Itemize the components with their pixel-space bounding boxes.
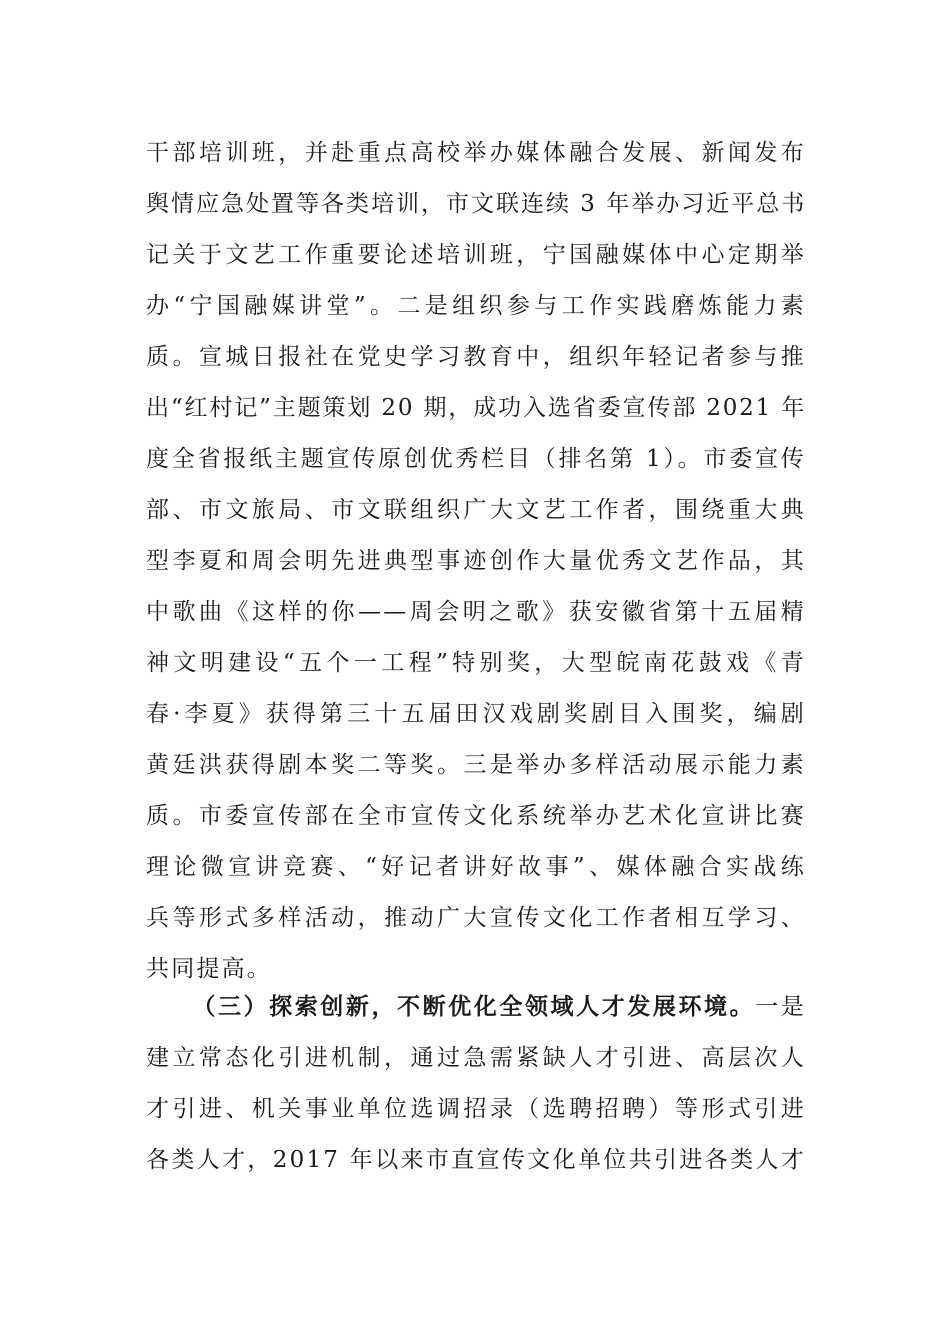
text-line: 黄廷洪获得剧本奖二等奖。三是举办多样活动展示能力素 xyxy=(146,752,806,778)
text-line: 神文明建设“五个一工程”特别奖，大型皖南花鼓戏《青 xyxy=(146,650,806,676)
text-line: 记关于文艺工作重要论述培训班，宁国融媒体中心定期举 xyxy=(146,242,806,268)
text-line: 舆情应急处置等各类培训，市文联连续 3 年举办习近平总书 xyxy=(146,191,807,217)
paragraph-talent-training xyxy=(146,128,806,995)
text-line: 理论微宣讲竞赛、“好记者讲好故事”、媒体融合实战练 xyxy=(146,854,806,880)
section-heading: （三）探索创新，不断优化全领域人才发展环境。 xyxy=(192,994,756,1020)
text-line: 出“红村记”主题策划 20 期，成功入选省委宣传部 2021 年 xyxy=(146,395,806,421)
text-line: 型李夏和周会明先进典型事迹创作大量优秀文艺作品，其 xyxy=(146,548,806,574)
text-line: 春·李夏》获得第三十五届田汉戏剧奖剧目入围奖，编剧 xyxy=(146,701,806,727)
text-line: 干部培训班，并赴重点高校举办媒体融合发展、新闻发布 xyxy=(146,140,806,166)
text-line: 共同提高。 xyxy=(146,956,272,982)
text-line: 中歌曲《这样的你——周会明之歌》获安徽省第十五届精 xyxy=(146,599,806,625)
text-line: 度全省报纸主题宣传原创优秀栏目（排名第 1）。市委宣传 xyxy=(146,446,806,472)
text-line: 质。市委宣传部在全市宣传文化系统举办艺术化宣讲比赛 xyxy=(146,803,806,829)
text-line: 质。宣城日报社在党史学习教育中，组织年轻记者参与推 xyxy=(146,344,806,370)
text-line: 兵等形式多样活动，推动广大宣传文化工作者相互学习、 xyxy=(146,905,806,931)
text-line: 部、市文旅局、市文联组织广大文艺工作者，围绕重大典 xyxy=(146,497,806,523)
text-line: 各类人才，2017 年以来市直宣传文化单位共引进各类人才 xyxy=(146,1147,806,1173)
text-line: 建立常态化引进机制，通过急需紧缺人才引进、高层次人 xyxy=(146,1045,806,1071)
text-line: 办“宁国融媒讲堂”。二是组织参与工作实践磨炼能力素 xyxy=(146,293,806,319)
paragraph-innovation-environment xyxy=(146,982,806,1186)
heading-line-rest: 一是 xyxy=(755,994,807,1020)
heading-line xyxy=(146,982,806,1033)
text-line: 才引进、机关事业单位选调招录（选聘招聘）等形式引进 xyxy=(146,1096,806,1122)
